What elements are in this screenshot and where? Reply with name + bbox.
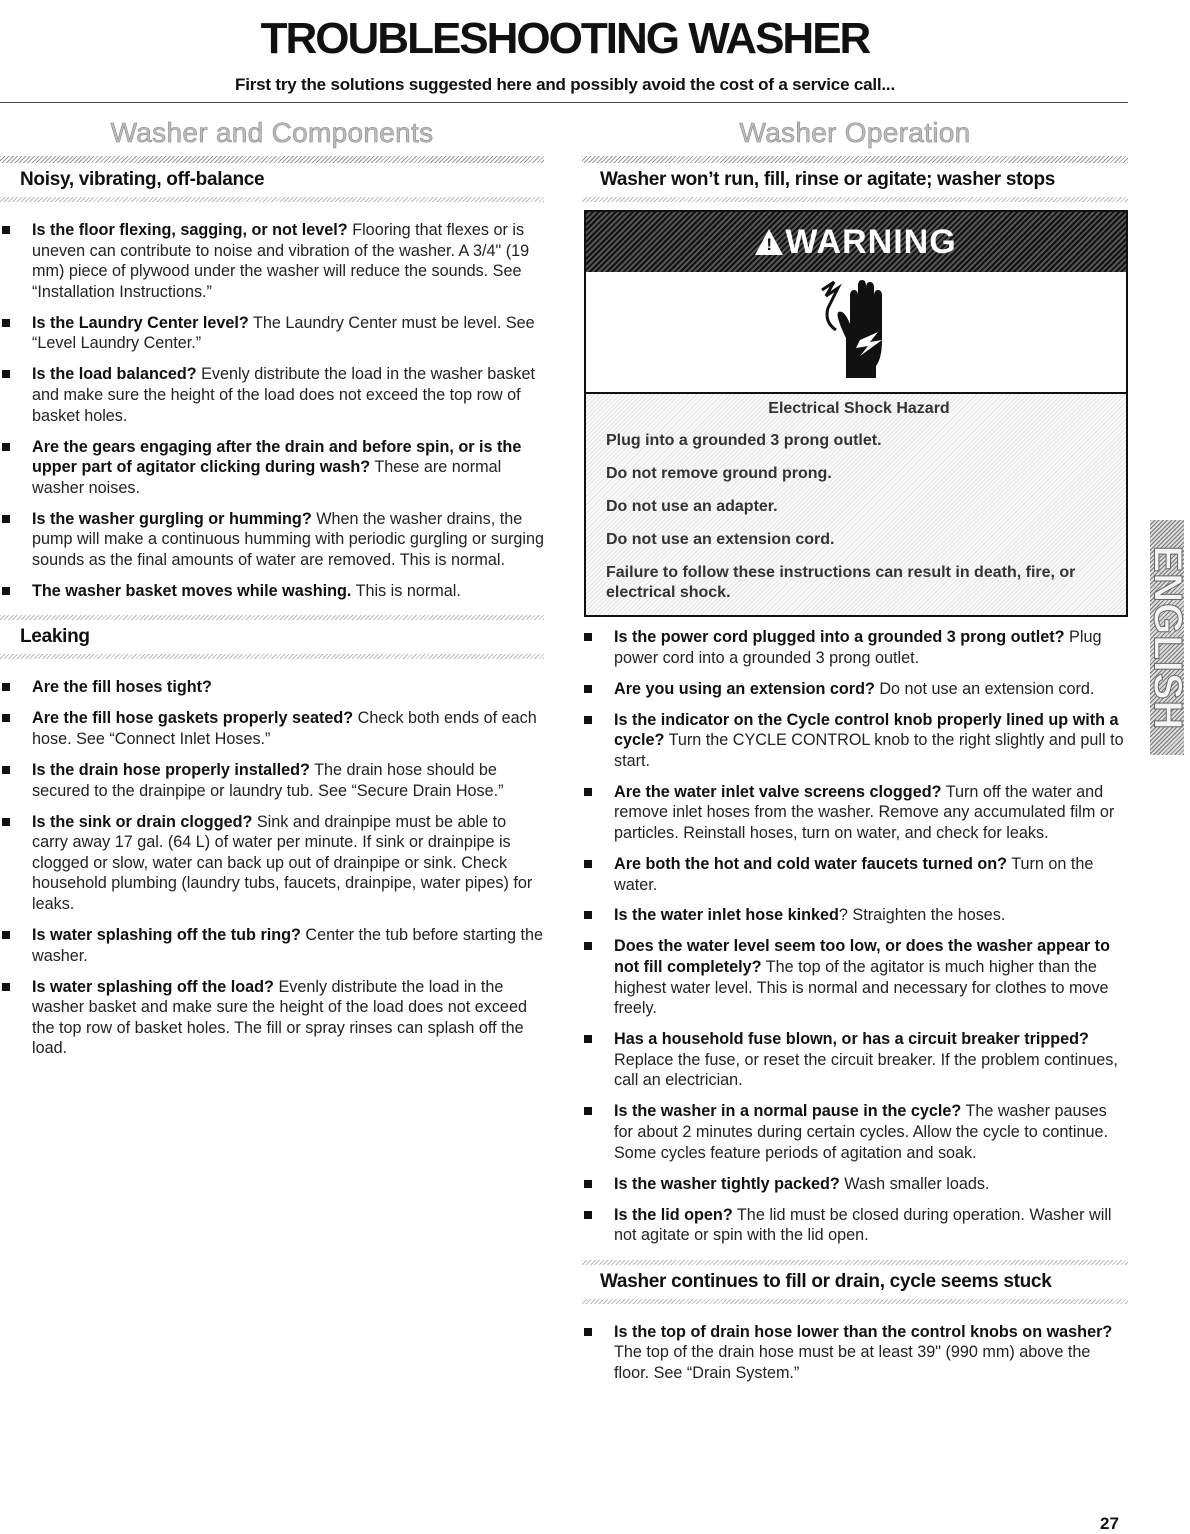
warning-banner [586,212,1126,272]
hazard-title: Electrical Shock Hazard [768,400,950,417]
group-hatch [582,197,1128,202]
warning-pictogram [586,272,1126,394]
list-item [0,812,544,915]
item-question: Is the lid open? [614,1205,733,1224]
bullet-icon [2,319,10,327]
bullet-icon [584,911,592,919]
list-item [0,977,544,1059]
item-question: Is the washer tightly packed? [614,1174,840,1193]
warning-line: Do not remove ground prong. [606,465,832,482]
item-answer: The drain hose should be secured to the drainpipe or laundry tub. See “Secure Drain Hose.” [32,761,504,800]
warning-line: Do not use an extension cord. [606,531,835,548]
list-item [582,1205,1128,1246]
item-answer: Replace the fuse, or reset the circuit breaker. If the problem continues, call an electrician. [614,1050,1118,1090]
list-item [0,760,544,801]
bullet-icon [584,1211,592,1219]
item-question: Are the fill hoses tight? [32,678,212,697]
item-question: Is the Laundry Center level? [32,313,249,332]
warning-triangle-icon [755,229,783,255]
item-question: Is water splashing off the load? [32,977,274,996]
item-answer: Turn off the water and remove inlet hoses from the washer. Remove any accumulated film or particles. Reinstall hoses, turn on water, and check for leaks. [614,782,1115,842]
language-side-tab [1145,520,1190,755]
bullet-icon [584,788,592,796]
list-leaking [0,677,544,1058]
bullet-icon [2,370,10,378]
list-item [582,905,1128,926]
item-question: Is the floor flexing, sagging, or not level? [32,221,348,239]
language-tab-label: ENGLISH [1145,545,1190,730]
section-hatch [582,156,1128,163]
list-item [0,437,544,499]
bullet-icon [2,226,10,234]
electric-shock-hand-icon [820,278,896,382]
item-question: Is the indicator on the Cycle control knob properly lined up with a cycle? [614,710,1119,750]
item-question: Is the top of drain hose lower than the control knobs on washer? [614,1322,1113,1341]
warning-label: WARNING [785,223,957,261]
item-answer: The lid must be closed during operation. Washer will not agitate or spin with the lid open. [614,1205,1112,1245]
bullet-icon [584,1035,592,1043]
page-subtitle: First try the solutions suggested here and possibly avoid the cost of a service call... [235,75,895,94]
list-item [582,1101,1128,1163]
item-question: Is the load balanced? [32,365,197,384]
list-item [0,313,544,354]
item-answer: ? Straighten the hoses. [838,906,1006,925]
header-divider [0,102,1128,103]
list-item [582,854,1128,895]
item-answer: The top of the agitator is much higher than the highest water level. This is normal and necessary for clothes to move freely. [614,958,1109,1018]
bullet-icon [584,716,592,724]
right-column [582,110,1128,1394]
item-answer: The top of the drain hose must be at least 39" (990 mm) above the floor. See “Drain System.” [614,1343,1091,1382]
item-question: Is the washer gurgling or humming? [32,509,312,528]
item-answer: Evenly distribute the load in the washer basket and make sure the height of the load does not exceed the top row of basket holes. The fill or spray rinses can splash off the load. [32,977,527,1058]
item-answer: Wash smaller loads. [839,1174,990,1193]
item-question: Has a household fuse blown, or has a circuit breaker tripped? [614,1030,1089,1049]
list-stuck [582,1322,1128,1384]
warning-text-area [586,394,1126,615]
list-item [0,925,544,966]
item-answer: Evenly distribute the load in the washer basket and make sure the height of the load does not exceed the top row of basket holes. [32,365,535,425]
item-answer: Center the tub before starting the washer. [32,925,543,965]
list-wont-run [582,627,1128,1246]
item-answer: Turn the CYCLE CONTROL knob to the right slightly and pull to start. [614,731,1124,770]
list-item [582,627,1128,668]
item-question: Are the water inlet valve screens clogged? [614,782,942,801]
item-answer: Do not use an extension cord. [874,679,1095,698]
item-answer: This is normal. [351,581,461,600]
bullet-icon [2,766,10,774]
group-hatch [0,654,544,659]
item-answer: Turn on the water. [614,854,1094,894]
list-item [582,679,1128,700]
item-question: The washer basket moves while washing. [32,581,352,600]
bullet-icon [584,1328,592,1336]
list-item [582,1322,1128,1384]
group-heading-stuck: Washer continues to fill or drain, cycle seems stuck [600,1270,1052,1292]
list-item [582,782,1128,844]
section-title-components: Washer and Components [110,117,434,148]
bullet-icon [584,1180,592,1188]
item-answer: These are normal washer noises. [32,458,502,497]
item-question: Are the gears engaging after the drain and before spin, or is the upper part of agitator clicking during wash? [32,437,522,477]
item-answer: Check both ends of each hose. See “Connect Inlet Hoses.” [32,709,537,749]
list-item [582,710,1128,772]
list-item [582,1174,1128,1195]
page-title: TROUBLESHOOTING WASHER [260,14,870,63]
list-item [582,1029,1128,1091]
item-question: Is the power cord plugged into a grounded 3 prong outlet? [614,628,1065,646]
group-heading-leaking: Leaking [20,626,90,648]
item-answer: The washer pauses for about 2 minutes during certain cycles. Allow the cycle to continue. Some cycles feature periods of agitation and soak. [614,1102,1108,1162]
group-hatch [582,1299,1128,1304]
bullet-icon [584,942,592,950]
list-item [0,509,544,571]
warning-line: Plug into a grounded 3 prong outlet. [606,432,882,449]
bullet-icon [2,515,10,523]
group-hatch [0,197,544,202]
bullet-icon [2,587,10,595]
item-answer: Plug power cord into a grounded 3 prong outlet. [614,628,1102,667]
list-item [0,364,544,426]
item-answer: When the washer drains, the pump will make a continuous humming with periodic gurgling or surging sounds as the final amounts of water are removed. This is normal. [32,509,544,569]
list-item [0,220,544,302]
warning-line: Do not use an adapter. [606,498,778,515]
warning-line: Failure to follow these instructions can result in death, fire, or electrical shock. [606,564,1076,601]
group-heading-noisy: Noisy, vibrating, off-balance [20,169,265,190]
item-question: Is water splashing off the tub ring? [32,925,301,944]
item-question: Does the water level seem too low, or does the washer appear to not fill completely? [614,937,1110,977]
item-answer: Sink and drainpipe must be able to carry away 17 gal. (64 L) of water per minute. If sink or drainpipe is clogged or slow, water can back up out of drainpipe or sink. Check household plumbing (laundry tubs, faucets, drainpipe, water pipes) for leaks. [32,812,533,913]
bullet-icon [584,685,592,693]
page-number: 27 [1100,1514,1119,1533]
bullet-icon [2,983,10,991]
list-noisy [0,220,544,601]
bullet-icon [2,683,10,691]
item-question: Is the washer in a normal pause in the cycle? [614,1102,962,1121]
list-item [0,677,544,698]
item-answer: The Laundry Center must be level. See “Level Laundry Center.” [32,313,535,353]
item-question: Are the fill hose gaskets properly seated? [32,709,354,728]
bullet-icon [2,931,10,939]
list-item [0,708,544,749]
section-title-operation: Washer Operation [739,117,971,148]
item-question: Are you using an extension cord? [614,679,875,698]
bullet-icon [2,714,10,722]
bullet-icon [584,1107,592,1115]
section-hatch [0,156,544,163]
item-question: Are both the hot and cold water faucets turned on? [614,854,1008,873]
list-item [0,581,544,602]
warning-box [584,210,1128,617]
item-question: Is the sink or drain clogged? [32,812,253,831]
item-question: Is the drain hose properly installed? [32,761,310,780]
bullet-icon [584,633,592,641]
left-column [0,110,544,1069]
item-question: Is the water inlet hose kinked [614,906,839,925]
list-item [582,936,1128,1018]
bullet-icon [584,860,592,868]
bullet-icon [2,818,10,826]
bullet-icon [2,443,10,451]
item-answer: Flooring that flexes or is uneven can contribute to noise and vibration of the washer. A 3/4" (19 mm) piece of plywood under the washer will reduce the sounds. See “Installation Instructions.” [32,221,530,301]
group-heading-wont-run: Washer won’t run, fill, rinse or agitate; washer stops [600,169,1056,190]
